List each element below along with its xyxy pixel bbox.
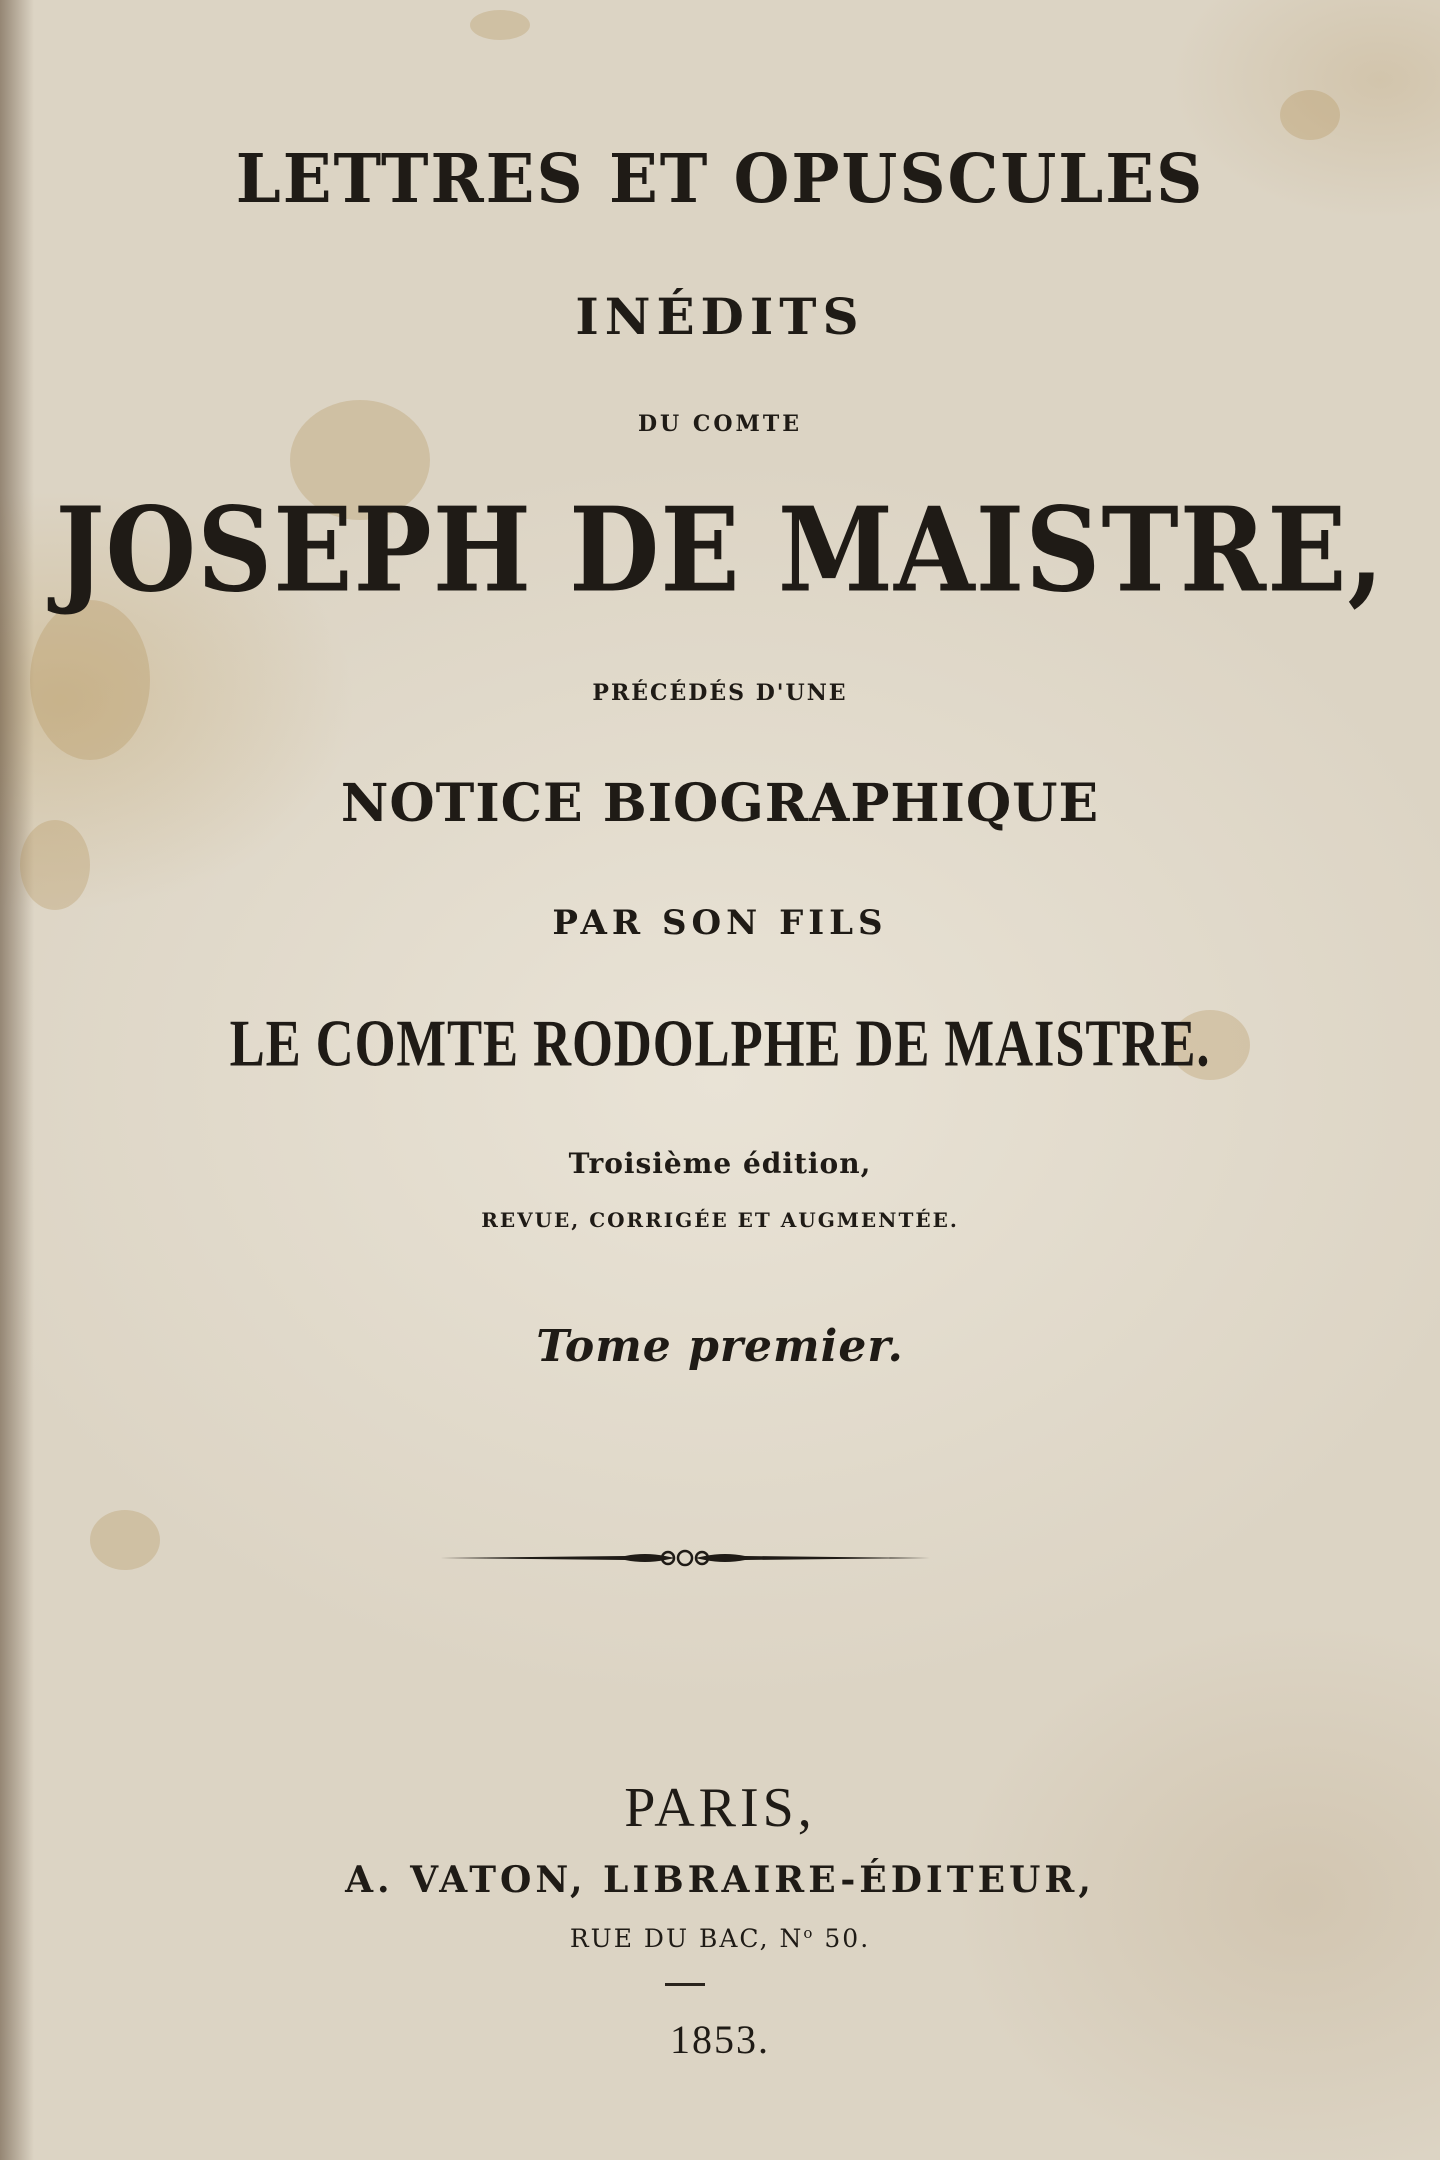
- imprint-city: PARIS,: [624, 1777, 816, 1839]
- notice-line: NOTICE BIOGRAPHIQUE: [340, 773, 1100, 834]
- address-prefix: RUE DU BAC, N: [569, 1924, 804, 1953]
- address-number: 50.: [814, 1924, 871, 1953]
- foxing-stain: [20, 820, 90, 910]
- foxing-stain: [30, 600, 150, 760]
- preceded-line: PRÉCÉDÉS D'UNE: [592, 680, 848, 706]
- foxing-stain: [470, 10, 530, 40]
- imprint-year: 1853.: [670, 2017, 770, 2062]
- address-superscript: o: [803, 1924, 815, 1942]
- title-line-1: LETTRES ET OPUSCULES: [235, 140, 1205, 219]
- par-son-fils-line: PAR SON FILS: [552, 903, 888, 943]
- du-comte-line: DU COMTE: [637, 411, 803, 437]
- foxing-stain: [90, 1510, 160, 1570]
- imprint-address: [0, 1926, 1440, 1951]
- separator-dash: [665, 1983, 705, 1986]
- foxing-stain: [1280, 90, 1340, 140]
- son-name: LE COMTE RODOLPHE DE MAISTRE.: [229, 1007, 1211, 1081]
- ornamental-rule: [440, 1540, 930, 1576]
- edition-line: Troisième édition,: [568, 1147, 872, 1180]
- volume-line: Tome premier.: [536, 1321, 904, 1372]
- title-line-2: INÉDITS: [575, 287, 865, 346]
- revised-line: REVUE, CORRIGÉE ET AUGMENTÉE.: [481, 1208, 959, 1232]
- imprint-publisher: A. VATON, LIBRAIRE-ÉDITEUR,: [345, 1859, 1095, 1901]
- author-name: JOSEPH DE MAISTRE,: [55, 480, 1385, 619]
